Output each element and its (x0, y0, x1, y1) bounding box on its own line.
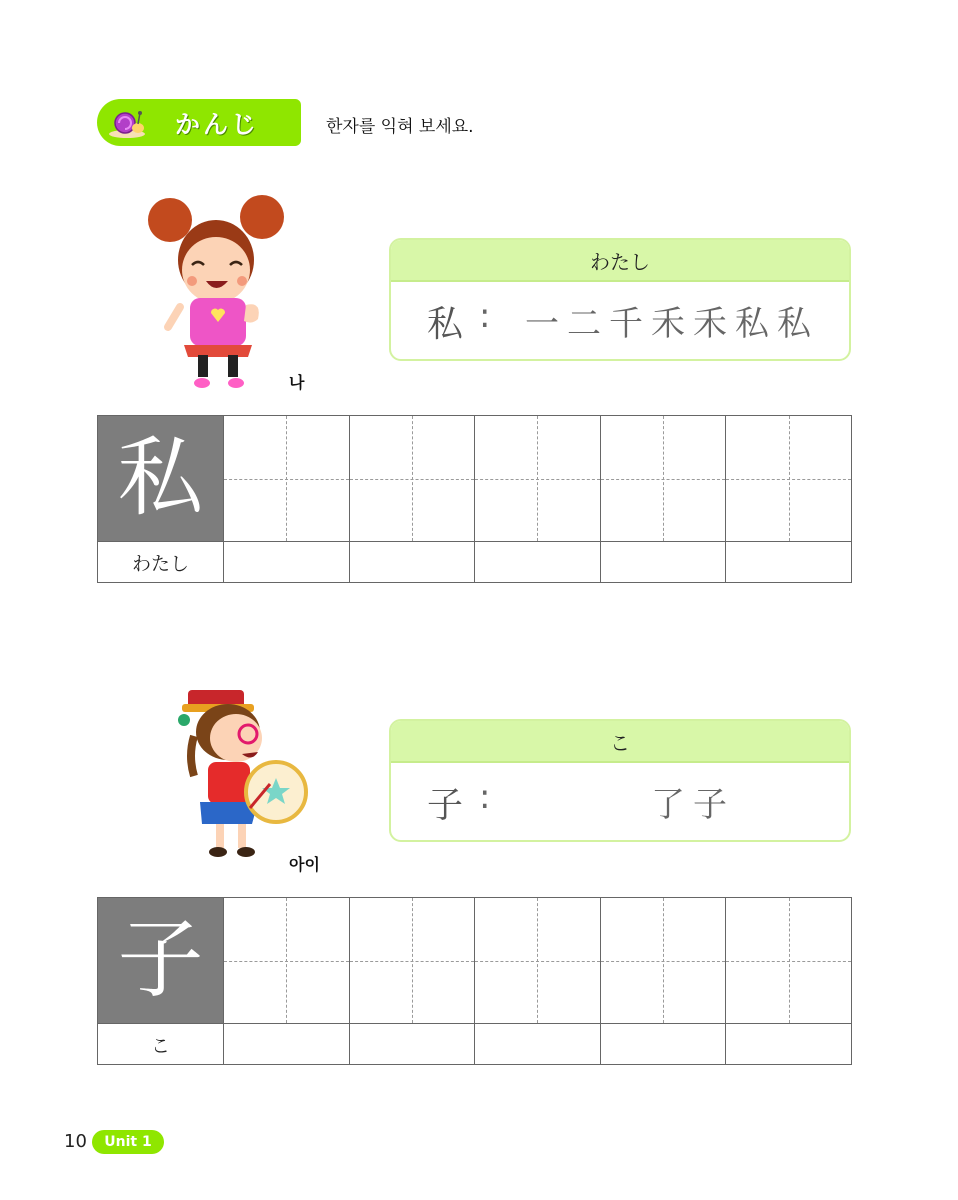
model-kanji: 子 (98, 898, 224, 1024)
reading-cell[interactable] (475, 1024, 601, 1065)
drummer-illustration (172, 680, 312, 865)
writing-cell[interactable] (224, 898, 350, 1024)
kanji-section-tag (97, 99, 301, 146)
stroke-sequence (521, 296, 815, 345)
stroke-step (563, 777, 605, 826)
writing-cell[interactable] (600, 898, 726, 1024)
reading-cell[interactable] (600, 542, 726, 583)
reading-cell[interactable] (475, 542, 601, 583)
reading-cell[interactable] (349, 1024, 475, 1065)
model-kanji: 私 (98, 416, 224, 542)
reading-cell[interactable] (224, 542, 350, 583)
stroke-step: 一 (525, 304, 559, 344)
caption-ai: 아이 (289, 855, 320, 874)
writing-cell[interactable] (349, 898, 475, 1024)
writing-cell[interactable] (349, 416, 475, 542)
card-colon: : (479, 777, 491, 817)
writing-cell[interactable] (600, 416, 726, 542)
stroke-step: 二 (567, 304, 601, 344)
model-reading: わたし (98, 542, 224, 583)
reading-cell[interactable] (726, 1024, 852, 1065)
practice-grid (97, 897, 852, 1065)
card-kanji: 子 (427, 785, 464, 826)
tag-label: かんじ (175, 110, 260, 139)
practice-grid (97, 415, 852, 583)
stroke-step: 禾 (651, 304, 685, 344)
reading-cell[interactable] (726, 542, 852, 583)
reading-cell[interactable] (224, 1024, 350, 1065)
stroke-step (605, 777, 647, 826)
card-reading: わたし (391, 240, 849, 282)
stroke-sequence (521, 777, 731, 826)
page-number: 10 (64, 1131, 87, 1152)
writing-cell[interactable] (726, 416, 852, 542)
card-colon: : (479, 296, 491, 336)
card-body (391, 763, 849, 842)
model-reading: こ (98, 1024, 224, 1065)
instruction-text: 한자를 익혀 보세요. (326, 117, 474, 137)
writing-cell[interactable] (475, 416, 601, 542)
stroke-step (521, 777, 563, 826)
stroke-step: 子 (693, 785, 727, 825)
stroke-step: 私 (777, 304, 811, 344)
caption-na: 나 (289, 373, 305, 392)
card-kanji: 私 (427, 304, 464, 345)
stroke-order-card (389, 238, 851, 361)
stroke-order-card (389, 719, 851, 842)
girl-illustration (140, 195, 295, 395)
stroke-step: 千 (609, 304, 643, 344)
card-body (391, 282, 849, 361)
card-reading: こ (391, 721, 849, 763)
unit-badge: Unit 1 (92, 1130, 164, 1154)
stroke-step: 私 (735, 304, 769, 344)
snail-icon (107, 104, 147, 140)
stroke-step: 禾 (693, 304, 727, 344)
reading-cell[interactable] (600, 1024, 726, 1065)
writing-cell[interactable] (726, 898, 852, 1024)
stroke-step: 了 (651, 785, 685, 825)
reading-cell[interactable] (349, 542, 475, 583)
writing-cell[interactable] (224, 416, 350, 542)
writing-cell[interactable] (475, 898, 601, 1024)
